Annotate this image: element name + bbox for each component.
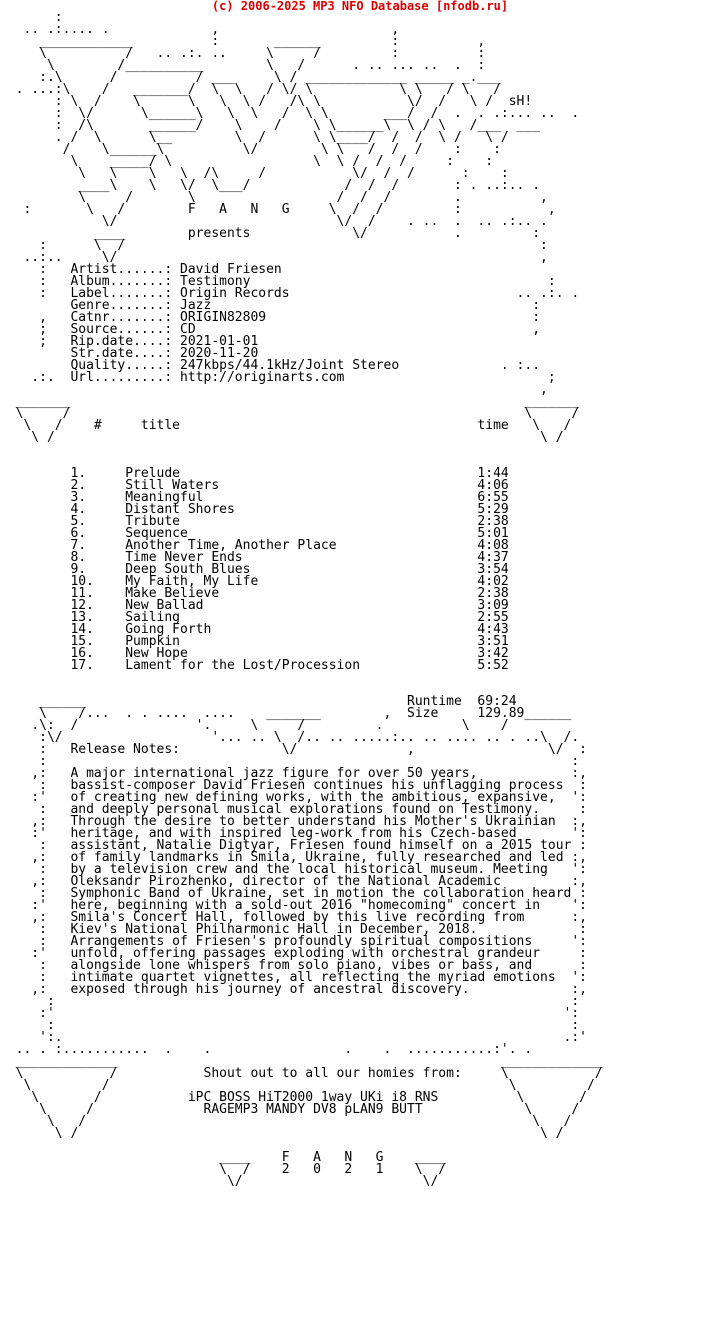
nfodb-header-banner[interactable]: (c) 2006-2025 MP3 NFO Database [nfodb.ru] xyxy=(211,0,509,13)
nfo-ascii-document: : .. .:.... . , , ____________ : ______ : , \ / .. .:. .. \ / : : \ /__________ \ / . .. ... .. . : :.\ / / ___ \ / _____________ _____ _.___ . ...:\ / _______/ \ \ / \/ \ \ \ / \ / : \ / \ \ \ \ / /\ \ \/ / \ / sH! : \/ \______\ \ \ / \ \ ___/ / . . .:... .. . : /\ ______/ \ / \ \______\ \ / \ /___ ___ . / \ \__ \ / \ \____/ / / \ / \ / / \______\ \/ \ \ / / / : : \ _____/ \ \ \ / / / : : \ \ \ \ /\ / \/ / / : : ____\ \ \/ \___/ / / / : . ..:.. . \ / \ / / / . , : \ / F A N G \ / / : , \/ \/ / . .. . .. .:.. . ____ presents \/ . : : \ / : ..:.. \/ , : Artist......: David Friesen : Album.......: Testimony : : Label.......: Origin Records .. .:. . Genre.......: Jazz : , Catnr.......: ORIGIN82809 : ; Source......: CD , ; Rip.date....: 2021-01-01 Str.date....: 2020-11-20 Quality.....: 247kbps/44.1kHz/Joint Stereo . :.. .:. Url.........: http://originarts.com ; , _______ _______ \ / \ / \ / # title time \ / \ / \ / 1. Prelude 1:44 2. Still Waters 4:06 3. Meaningful 6:55 4. Distant Shores 5:29 5. Tribute 2:38 6. Sequence 5:01 7. Another Time, Another Place 4:08 8. Time Never Ends 4:37 9. Deep South Blues 3:54 10. My Faith, My Life 4:02 11. Make Believe 2:38 12. New Ballad 3:09 13. Sailing 2:55 14. Going Forth 4:43 15. Pumpkin 3:51 16. New Hope 3:42 17. Lament for the Lost/Procession 5:52 ______ Runtime 69:24 \ /... . . .... .... _______ , Size 129.89______ .\: / '. \ / . \ / :\/ '... .. \ /.. .. .....:.. .. .... .. . ..\ /. : Release Notes: \/ , \/ : : : ,: A major international jazz figure for over 50 years, :, : bassist-composer David Friesen continues his unflagging process : :' of creating new defining works, with the ambitious, expansive, ': : and deeply personal musical explorations found on Testimony. : ,: Through the desire to better understand his Mother's Ukrainian :, :' heritage, and with inspired leg-work from his Czech-based ': : assistant, Natalie Digtyar, Friesen found himself on a 2015 tour : ,: of family landmarks in Smila, Ukraine, fully researched and led :, : by a television crew and the local historical museum. Meeting ': ,: Oleksandr Pirozhenko, director of the National Academic :, : Symphonic Band of Ukraine, set in motion the collaboration heard : :' here, beginning with a sold-out 2016 "homecoming" concert in ': ,: Smila's Concert Hall, followed by this live recording from :, : Kiev's National Philharmonic Hall in December, 2018. : : Arrangements of Friesen's profoundly spiritual compositions ': :' unfold, offering passages exploding with orchestral grandeur : : alongside lone whispers from solo piano, vibes or bass, and : : intimate quartet vignettes, all reflecting the myriad emotions ': ,: exposed through his journey of ancestral discovery. :, : : :' ': : : ':. .:' .. . :........... . . . . ...........:'. . _____________ _____________ \ / Shout out to all our homies from: \ / \ / \ / \ / iPC BOSS HiT2000 1way UKi i8 RNS \ / \ / RAGEMP3 MANDY DV8 pLAN9 BUTT \ / \ / \ / \ / \ / ____ F A N G ____ \ / 2 0 2 1 \ / \/ \/ xyxy=(15,12,603,1188)
